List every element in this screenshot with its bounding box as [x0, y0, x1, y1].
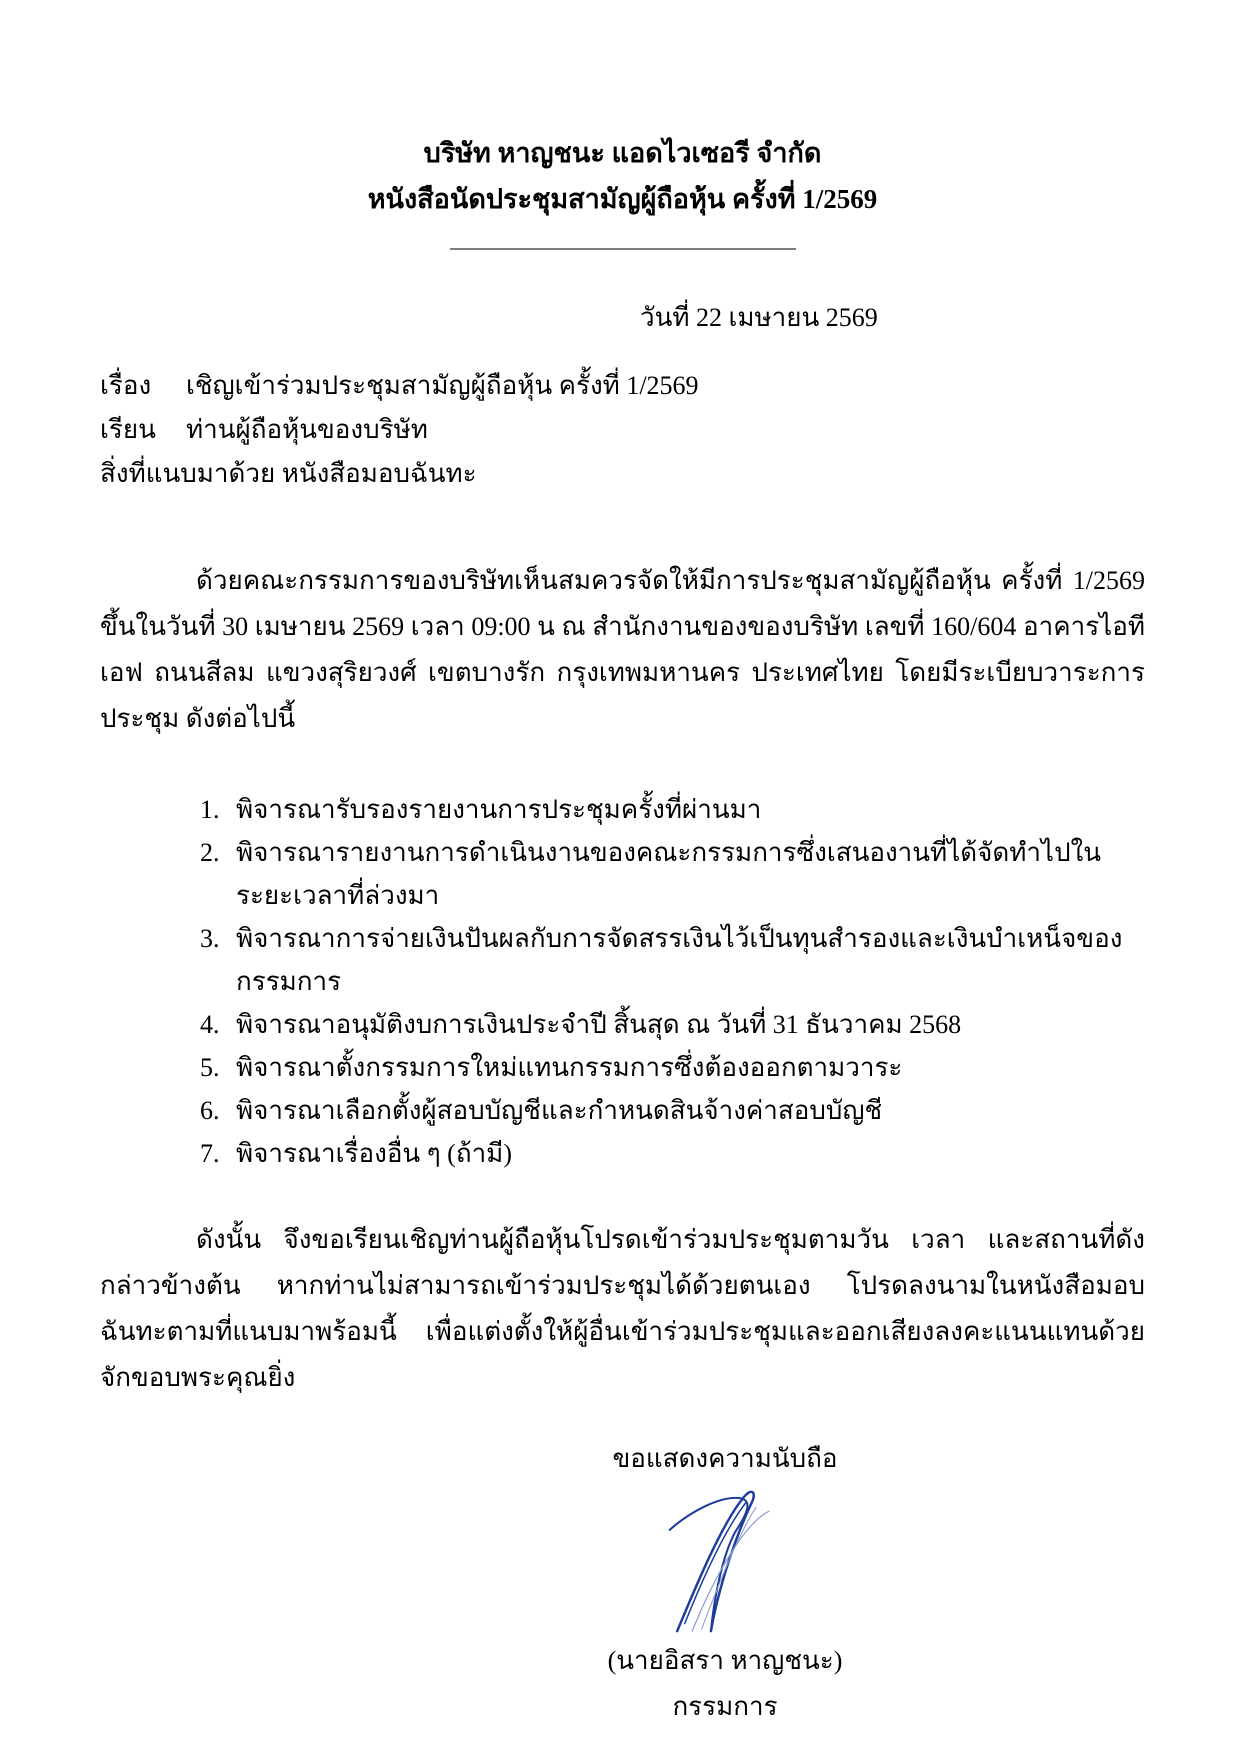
- recipient-text: ท่านผู้ถือหุ้นของบริษัท: [186, 415, 428, 444]
- closing-salutation: ขอแสดงความนับถือ: [612, 1444, 838, 1473]
- signature-icon: [664, 1483, 786, 1633]
- recipient-label: เรียน: [100, 415, 156, 444]
- attachment-line: สิ่งที่แนบมาด้วย หนังสือมอบฉันทะ: [100, 459, 477, 488]
- agenda-item: [200, 831, 1145, 917]
- agenda-item: [200, 1089, 1145, 1132]
- agenda-item-text: พิจารณารับรองรายงานการประชุมครั้งที่ผ่านมา: [236, 795, 762, 824]
- agenda-item-number: 7.: [200, 1139, 220, 1168]
- letter-meta: [100, 364, 1145, 496]
- agenda-item-text: พิจารณาตั้งกรรมการใหม่แทนกรรมการซึ่งต้องออกตามวาระ: [236, 1053, 903, 1082]
- agenda-list: [100, 788, 1145, 1175]
- agenda-item: [200, 1046, 1145, 1089]
- subject-text: เชิญเข้าร่วมประชุมสามัญผู้ถือหุ้น ครั้งที่ 1/2569: [186, 371, 699, 400]
- agenda-item-number: 3.: [200, 924, 220, 953]
- agenda-item: [200, 917, 1145, 1003]
- handwritten-signature: [510, 1483, 940, 1635]
- title-divider: [450, 248, 796, 250]
- agenda-item-text: พิจารณาเลือกตั้งผู้สอบบัญชีและกำหนดสินจ้างค่าสอบบัญชี: [236, 1096, 883, 1125]
- recipient-row: [100, 408, 1145, 452]
- agenda-item-text: พิจารณาการจ่ายเงินปันผลกับการจัดสรรเงินไว้เป็นทุนสำรองและเงินบำเหน็จของกรรมการ: [236, 924, 1123, 996]
- agenda-item-number: 6.: [200, 1096, 220, 1125]
- agenda-item-text: พิจารณาเรื่องอื่น ๆ (ถ้ามี): [236, 1139, 512, 1168]
- signature-block: [510, 1441, 940, 1725]
- agenda-item-number: 5.: [200, 1053, 220, 1082]
- agenda-item-text: พิจารณาอนุมัติงบการเงินประจำปี สิ้นสุด ณ วันที่ 31 ธันวาคม 2568: [236, 1010, 962, 1039]
- agenda-item: [200, 788, 1145, 831]
- agenda-item: [200, 1132, 1145, 1175]
- subject-row: [100, 364, 1145, 408]
- agenda-item-number: 1.: [200, 795, 220, 824]
- opening-paragraph: ด้วยคณะกรรมการของบริษัทเห็นสมควรจัดให้มีการประชุมสามัญผู้ถือหุ้น ครั้งที่ 1/2569 ขึ้นในวันที่ 30 เมษายน 2569 เวลา 09:00 น ณ สำนักงานของของบริษัท เลขที่ 160/604 อาคารไอทีเอฟ ถนนสีลม แขวงสุริยวงศ์ เขตบางรัก กรุงเทพมหานคร ประเทศไทย โดยมีระเบียบวาระการประชุม ดังต่อไปนี้: [100, 566, 1145, 733]
- signer-title: กรรมการ: [672, 1692, 778, 1721]
- letter-header: [100, 130, 1145, 250]
- agenda-item-text: พิจารณารายงานการดำเนินงานของคณะกรรมการซึ่งเสนองานที่ได้จัดทำไปในระยะเวลาที่ล่วงมา: [236, 838, 1102, 910]
- company-name: บริษัท หาญชนะ แอดไวเซอรี จำกัด: [423, 138, 822, 168]
- signer-name: (นายอิสรา หาญชนะ): [607, 1646, 843, 1675]
- agenda-item: [200, 1003, 1145, 1046]
- closing-paragraph: ดังนั้น จึงขอเรียนเชิญท่านผู้ถือหุ้นโปรดเข้าร่วมประชุมตามวัน เวลา และสถานที่ดังกล่าวข้างต้น หากท่านไม่สามารถเข้าร่วมประชุมได้ด้วยตนเอง โปรดลงนามในหนังสือมอบฉันทะตามที่แนบมาพร้อมนี้ เพื่อแต่งตั้งให้ผู้อื่นเข้าร่วมประชุมและออกเสียงลงคะแนนแทนด้วย จักขอบพระคุณยิ่ง: [100, 1225, 1145, 1392]
- agenda-item-number: 4.: [200, 1010, 220, 1039]
- document-title: หนังสือนัดประชุมสามัญผู้ถือหุ้น ครั้งที่ 1/2569: [367, 184, 878, 214]
- subject-label: เรื่อง: [100, 371, 152, 400]
- agenda-item-number: 2.: [200, 838, 220, 867]
- letter-date: วันที่ 22 เมษายน 2569: [640, 303, 878, 332]
